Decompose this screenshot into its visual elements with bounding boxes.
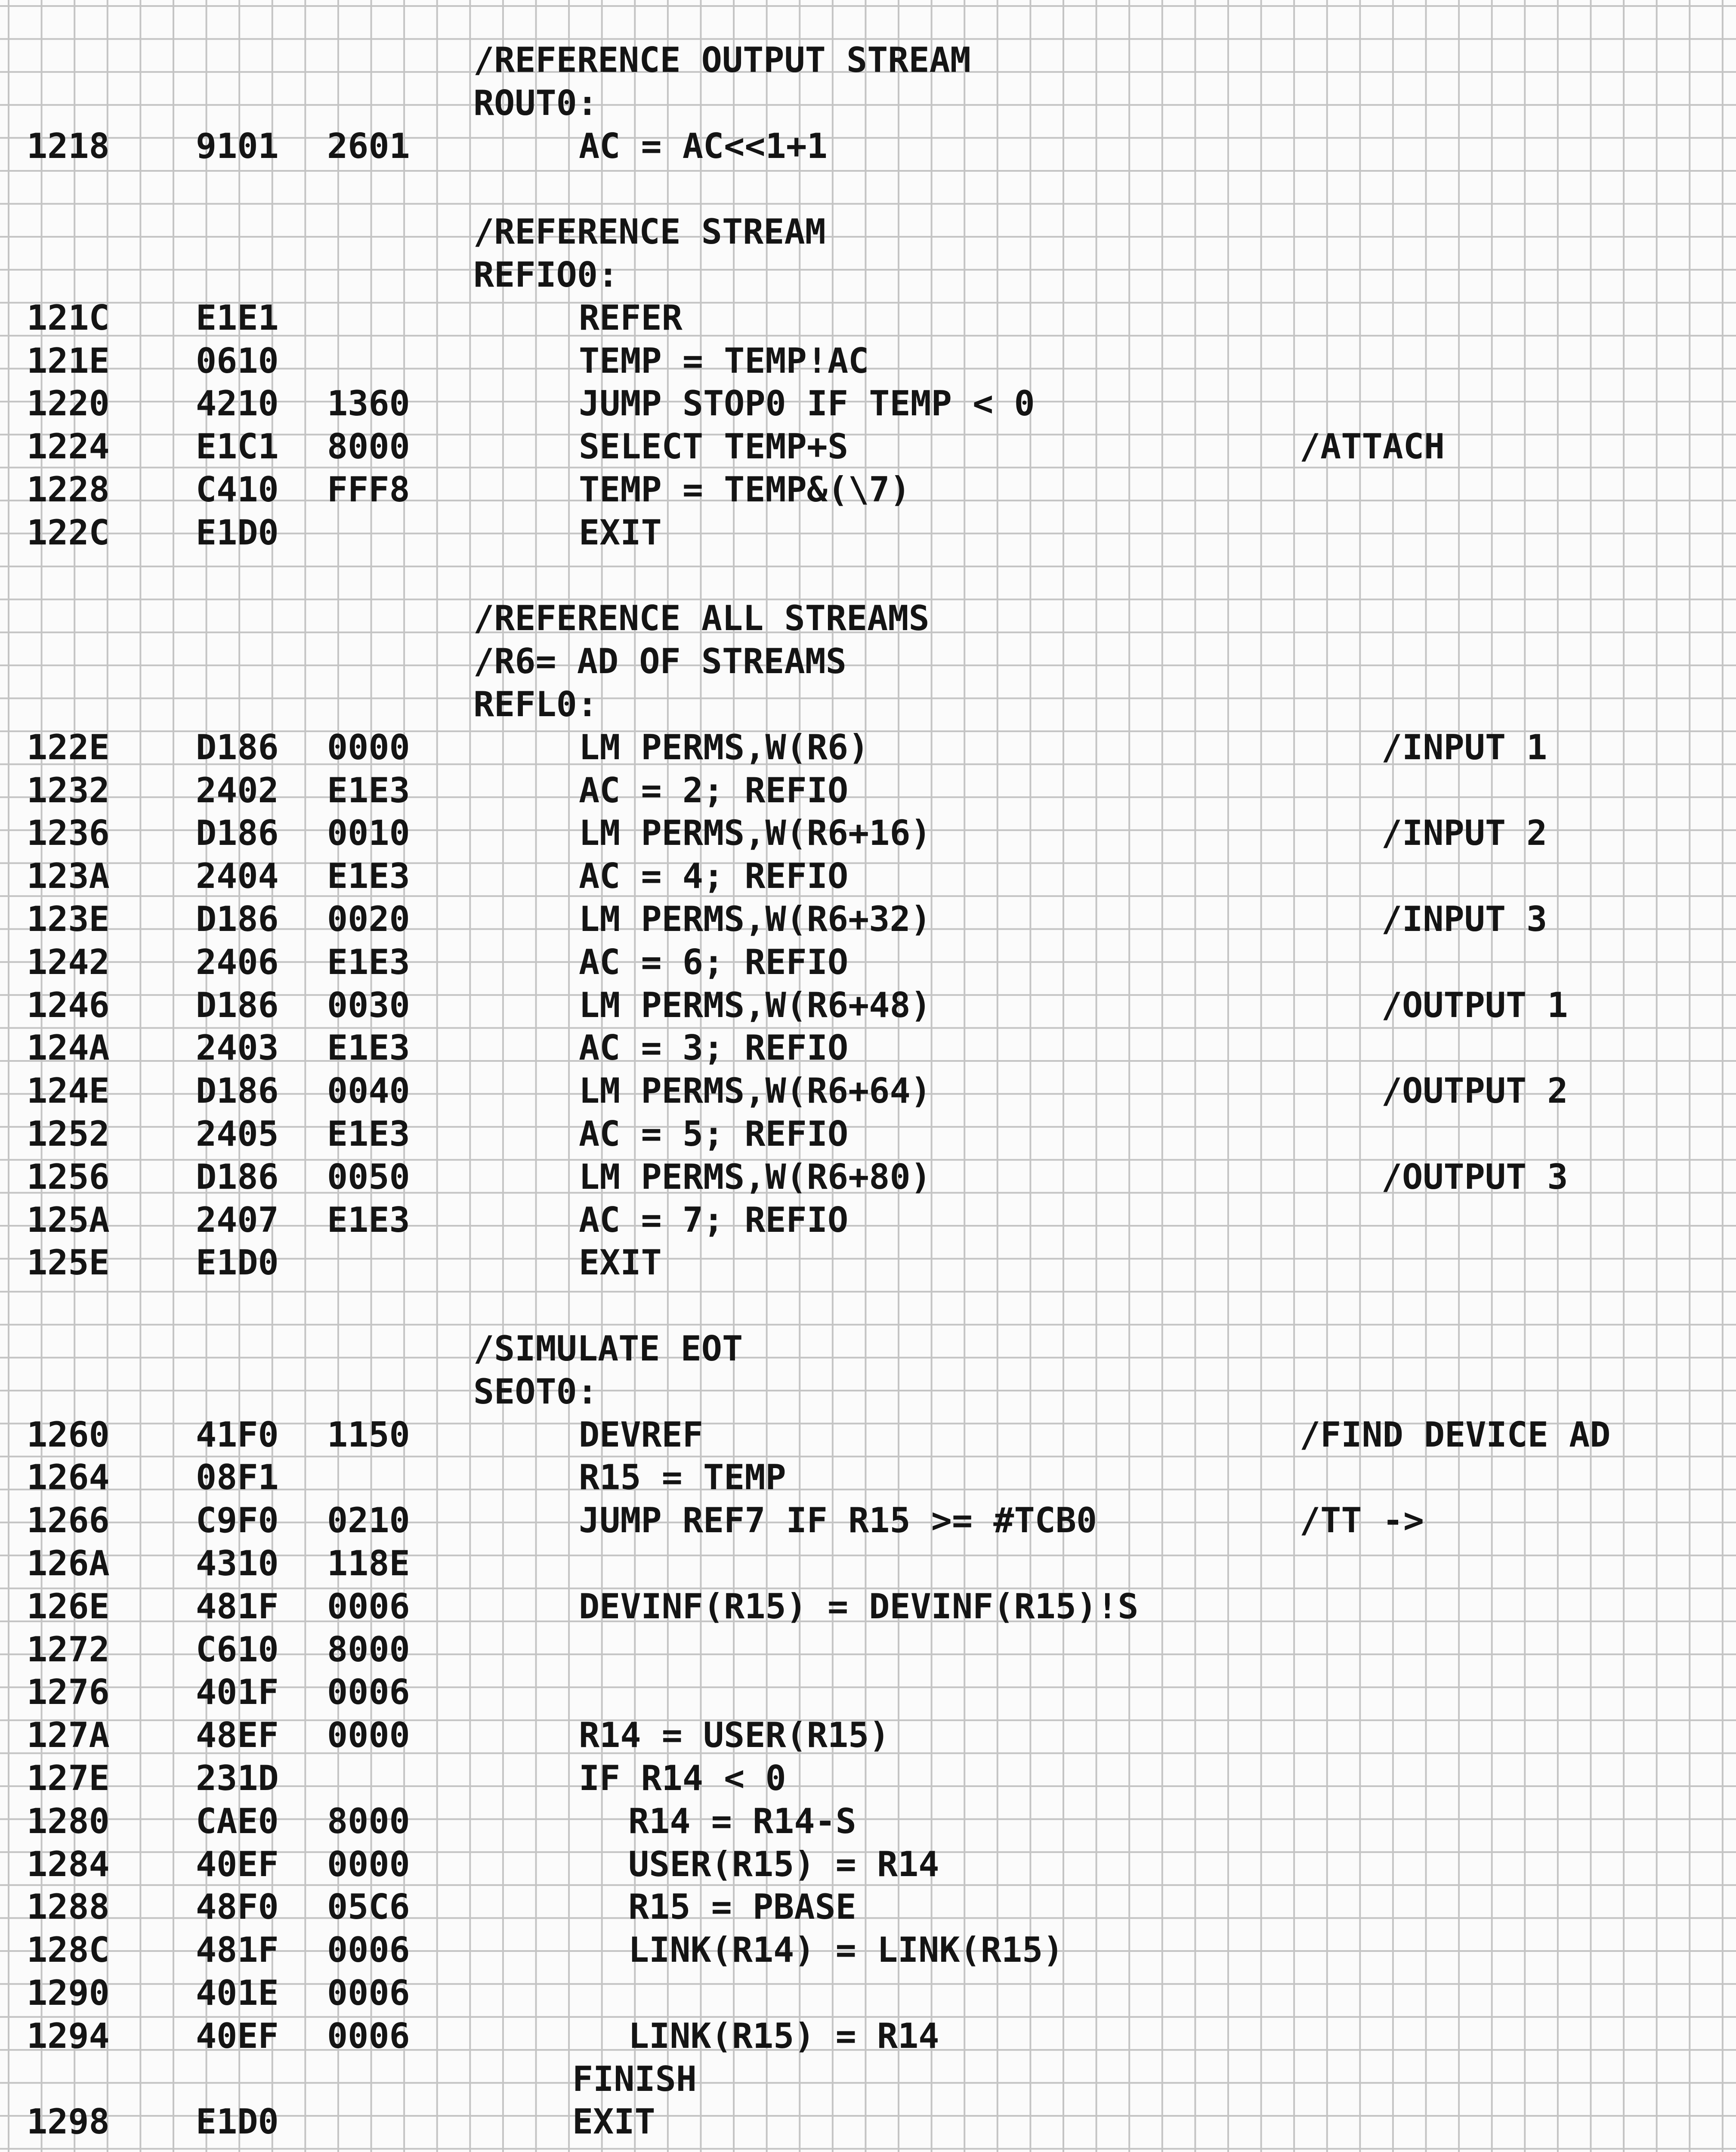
listing-line [0, 1929, 1736, 1972]
object-code-word-1: 401F [196, 1672, 279, 1713]
listing-line [0, 1628, 1736, 1671]
object-code-word-2: 0000 [327, 1715, 410, 1756]
source-statement: AC = AC<<1+1 [579, 126, 828, 166]
listing-line [0, 898, 1736, 941]
object-code-word-1: 2407 [196, 1200, 279, 1240]
object-code-word-2: E1E3 [327, 1028, 410, 1068]
source-statement: /REFERENCE STREAM [473, 212, 826, 252]
object-code-word-2: 0040 [327, 1071, 410, 1111]
listing-line [0, 1585, 1736, 1628]
line-address: 124A [27, 1028, 110, 1068]
line-comment: /INPUT 3 [1381, 899, 1548, 939]
object-code-word-1: CAE0 [196, 1801, 279, 1841]
object-code-word-1: 0610 [196, 340, 279, 381]
line-comment: /OUTPUT 1 [1381, 985, 1568, 1025]
listing-line [0, 2058, 1736, 2101]
source-statement: JUMP REF7 IF R15 >= #TCB0 [579, 1500, 1097, 1541]
object-code-word-1: E1E1 [196, 297, 279, 338]
listing-line [0, 297, 1736, 340]
line-comment: /INPUT 1 [1381, 727, 1548, 767]
listing-line [0, 1113, 1736, 1156]
object-code-word-2: 8000 [327, 1629, 410, 1670]
line-address: 1224 [27, 427, 110, 467]
object-code-word-1: E1D0 [196, 1243, 279, 1283]
object-code-word-2: 0020 [327, 899, 410, 939]
listing-line [0, 39, 1736, 82]
line-address: 1242 [27, 942, 110, 982]
listing-line [0, 2100, 1736, 2143]
object-code-word-2: FFF8 [327, 470, 410, 510]
object-code-word-2: E1E3 [327, 770, 410, 810]
line-address: 1280 [27, 1801, 110, 1841]
source-statement: IF R14 < 0 [579, 1758, 786, 1798]
line-address: 1246 [27, 985, 110, 1025]
listing-line [0, 1070, 1736, 1113]
object-code-word-1: 2404 [196, 856, 279, 897]
line-address: 1266 [27, 1500, 110, 1541]
object-code-word-2: 0006 [327, 1973, 410, 2013]
object-code-word-2: E1E3 [327, 942, 410, 982]
object-code-word-2: 0210 [327, 1500, 410, 1541]
object-code-word-2: 0010 [327, 813, 410, 853]
source-statement: REFL0: [473, 684, 598, 724]
line-address: 1294 [27, 2016, 110, 2056]
source-statement: LINK(R14) = LINK(R15) [628, 1930, 1064, 1970]
line-comment: /OUTPUT 3 [1381, 1156, 1568, 1197]
source-statement: EXIT [572, 2102, 655, 2142]
listing-line [0, 1757, 1736, 1800]
source-statement: /REFERENCE OUTPUT STREAM [473, 40, 971, 80]
listing-line [0, 683, 1736, 726]
object-code-word-1: D186 [196, 1156, 279, 1197]
listing-line [0, 1156, 1736, 1199]
line-comment: /INPUT 2 [1381, 813, 1548, 853]
line-address: 1284 [27, 1844, 110, 1884]
listing-line [0, 1199, 1736, 1242]
source-statement: EXIT [579, 512, 662, 553]
object-code-word-1: 08F1 [196, 1457, 279, 1498]
object-code-word-1: 2405 [196, 1114, 279, 1154]
object-code-word-1: D186 [196, 1071, 279, 1111]
object-code-word-1: D186 [196, 727, 279, 767]
listing-line [0, 941, 1736, 984]
object-code-word-2: 0006 [327, 1930, 410, 1970]
listing-line [0, 254, 1736, 297]
listing-line [0, 2143, 1736, 2152]
source-statement: SELECT TEMP+S [579, 427, 849, 467]
source-statement: LM PERMS,W(R6+80) [579, 1156, 931, 1197]
object-code-word-2: E1E3 [327, 1200, 410, 1240]
object-code-word-2: E1E3 [327, 856, 410, 897]
listing-line [0, 425, 1736, 468]
object-code-word-1: C410 [196, 470, 279, 510]
object-code-word-2: 8000 [327, 427, 410, 467]
source-statement: SEOT0: [473, 1371, 598, 1412]
source-statement: /R6= AD OF STREAMS [473, 641, 846, 682]
source-statement: AC = 6; REFIO [579, 942, 849, 982]
line-address: 1264 [27, 1457, 110, 1498]
listing-line [0, 1241, 1736, 1284]
line-address: 127E [27, 1758, 110, 1798]
object-code-word-1: D186 [196, 813, 279, 853]
listing-line [0, 812, 1736, 855]
source-statement: R15 = PBASE [628, 1887, 856, 1927]
source-statement: AC = 2; REFIO [579, 770, 849, 810]
object-code-word-1: D186 [196, 985, 279, 1025]
listing-line [0, 1327, 1736, 1370]
object-code-word-1: 401E [196, 1973, 279, 2013]
object-code-word-1: 48EF [196, 1715, 279, 1756]
listing-line [0, 511, 1736, 554]
object-code-word-2: E1E3 [327, 1114, 410, 1154]
object-code-word-2: 118E [327, 1543, 410, 1583]
line-address: 1236 [27, 813, 110, 853]
listing-line [0, 769, 1736, 812]
source-statement: DEVINF(R15) = DEVINF(R15)!S [579, 1586, 1139, 1626]
line-address: 1232 [27, 770, 110, 810]
line-address: 124E [27, 1071, 110, 1111]
line-address: 122E [27, 727, 110, 767]
source-statement: LM PERMS,W(R6+16) [579, 813, 931, 853]
listing-line [0, 855, 1736, 898]
line-address: 1272 [27, 1629, 110, 1670]
line-address: 121E [27, 340, 110, 381]
object-code-word-1: 40EF [196, 2016, 279, 2056]
source-statement: JUMP STOP0 IF TEMP < 0 [579, 383, 1035, 424]
line-address: 1276 [27, 1672, 110, 1713]
source-statement: R14 = R14-S [628, 1801, 856, 1841]
listing-line [0, 1714, 1736, 1757]
source-statement: TEMP = TEMP&(\7) [579, 470, 911, 510]
line-address: 125E [27, 1243, 110, 1283]
source-statement: LM PERMS,W(R6) [579, 727, 869, 767]
line-address: 1260 [27, 1414, 110, 1455]
listing-line [0, 1800, 1736, 1843]
line-address: 127A [27, 1715, 110, 1756]
object-code-word-1: 9101 [196, 126, 279, 166]
listing-line [0, 984, 1736, 1027]
object-code-word-1: D186 [196, 899, 279, 939]
line-address: 1218 [27, 126, 110, 166]
object-code-word-1: E1D0 [196, 512, 279, 553]
line-address: 126A [27, 1543, 110, 1583]
source-statement: AC = 5; REFIO [579, 1114, 849, 1154]
line-address: 122C [27, 512, 110, 553]
listing-line [0, 1671, 1736, 1714]
object-code-word-2: 0000 [327, 1844, 410, 1884]
object-code-word-1: 481F [196, 1930, 279, 1970]
line-address: 125A [27, 1200, 110, 1240]
line-comment: /TT -> [1300, 1500, 1424, 1541]
line-address: 123E [27, 899, 110, 939]
listing-line [0, 640, 1736, 683]
listing-line [0, 382, 1736, 425]
line-address: 121C [27, 297, 110, 338]
object-code-word-1: 2403 [196, 1028, 279, 1068]
object-code-word-1: 481F [196, 1586, 279, 1626]
source-statement: DEVREF [579, 1414, 703, 1455]
listing-line [0, 125, 1736, 168]
object-code-word-1: C610 [196, 1629, 279, 1670]
line-address: 1252 [27, 1114, 110, 1154]
line-address: 126E [27, 1586, 110, 1626]
line-comment: /FIND DEVICE AD [1300, 1414, 1611, 1455]
object-code-word-1: E1C1 [196, 427, 279, 467]
listing-line [0, 167, 1736, 210]
source-statement: AC = 7; REFIO [579, 1200, 849, 1240]
object-code-word-1: E1D0 [196, 2102, 279, 2142]
object-code-word-2: 0006 [327, 1672, 410, 1713]
source-statement: USER(R15) = R14 [628, 1844, 939, 1884]
source-statement: LM PERMS,W(R6+48) [579, 985, 931, 1025]
listing-line [0, 1542, 1736, 1585]
object-code-word-1: 231D [196, 1758, 279, 1798]
object-code-word-2: 05C6 [327, 1887, 410, 1927]
object-code-word-2: 0000 [327, 727, 410, 767]
listing-line [0, 1499, 1736, 1542]
listing-line [0, 1413, 1736, 1456]
listing-line [0, 597, 1736, 640]
source-statement: /REFERENCE ALL STREAMS [473, 598, 930, 639]
source-statement: REFER [579, 297, 683, 338]
source-statement: EXIT [579, 1243, 662, 1283]
source-statement: AC = 4; REFIO [579, 856, 849, 897]
object-code-word-1: 48F0 [196, 1887, 279, 1927]
line-address: 123A [27, 856, 110, 897]
object-code-word-1: 4310 [196, 1543, 279, 1583]
source-statement: TEMP = TEMP!AC [579, 340, 869, 381]
listing-line [0, 210, 1736, 254]
listing-line [0, 1886, 1736, 1929]
object-code-word-2: 0006 [327, 1586, 410, 1626]
listing-line [0, 1972, 1736, 2015]
listing-line [0, 340, 1736, 383]
object-code-word-2: 1360 [327, 383, 410, 424]
object-code-word-2: 2601 [327, 126, 410, 166]
object-code-word-2: 1150 [327, 1414, 410, 1455]
listing-line [0, 1027, 1736, 1070]
object-code-word-1: 41F0 [196, 1414, 279, 1455]
line-comment: /OUTPUT 2 [1381, 1071, 1568, 1111]
line-address: 1290 [27, 1973, 110, 2013]
listing-line [0, 1456, 1736, 1499]
line-comment: /ATTACH [1300, 427, 1445, 467]
listing-line [0, 2015, 1736, 2058]
object-code-word-1: 2402 [196, 770, 279, 810]
object-code-word-1: 2406 [196, 942, 279, 982]
source-statement: ROUT0: [473, 83, 598, 123]
object-code-word-1: 40EF [196, 1844, 279, 1884]
line-address: 1288 [27, 1887, 110, 1927]
source-statement: /SIMULATE EOT [473, 1329, 743, 1369]
listing-line [0, 1843, 1736, 1886]
line-address: 1298 [27, 2102, 110, 2142]
source-statement: LM PERMS,W(R6+32) [579, 899, 931, 939]
source-statement: LINK(R15) = R14 [628, 2016, 939, 2056]
listing-line [0, 1370, 1736, 1413]
source-statement: REFIO0: [473, 255, 619, 295]
listing-line [0, 726, 1736, 769]
listing-line [0, 468, 1736, 511]
source-statement: LM PERMS,W(R6+64) [579, 1071, 931, 1111]
listing-line [0, 1284, 1736, 1327]
object-code-word-2: 0030 [327, 985, 410, 1025]
line-address: 128C [27, 1930, 110, 1970]
line-address: 1228 [27, 470, 110, 510]
object-code-word-2: 8000 [327, 1801, 410, 1841]
line-address: 1220 [27, 383, 110, 424]
object-code-word-1: 4210 [196, 383, 279, 424]
object-code-word-2: 0006 [327, 2016, 410, 2056]
object-code-word-2: 0050 [327, 1156, 410, 1197]
listing-line [0, 82, 1736, 125]
object-code-word-1: C9F0 [196, 1500, 279, 1541]
source-statement: FINISH [572, 2059, 697, 2099]
line-address: 1256 [27, 1156, 110, 1197]
source-statement: R14 = USER(R15) [579, 1715, 890, 1756]
source-statement: R15 = TEMP [579, 1457, 786, 1498]
source-statement: AC = 3; REFIO [579, 1028, 849, 1068]
listing-line [0, 554, 1736, 597]
